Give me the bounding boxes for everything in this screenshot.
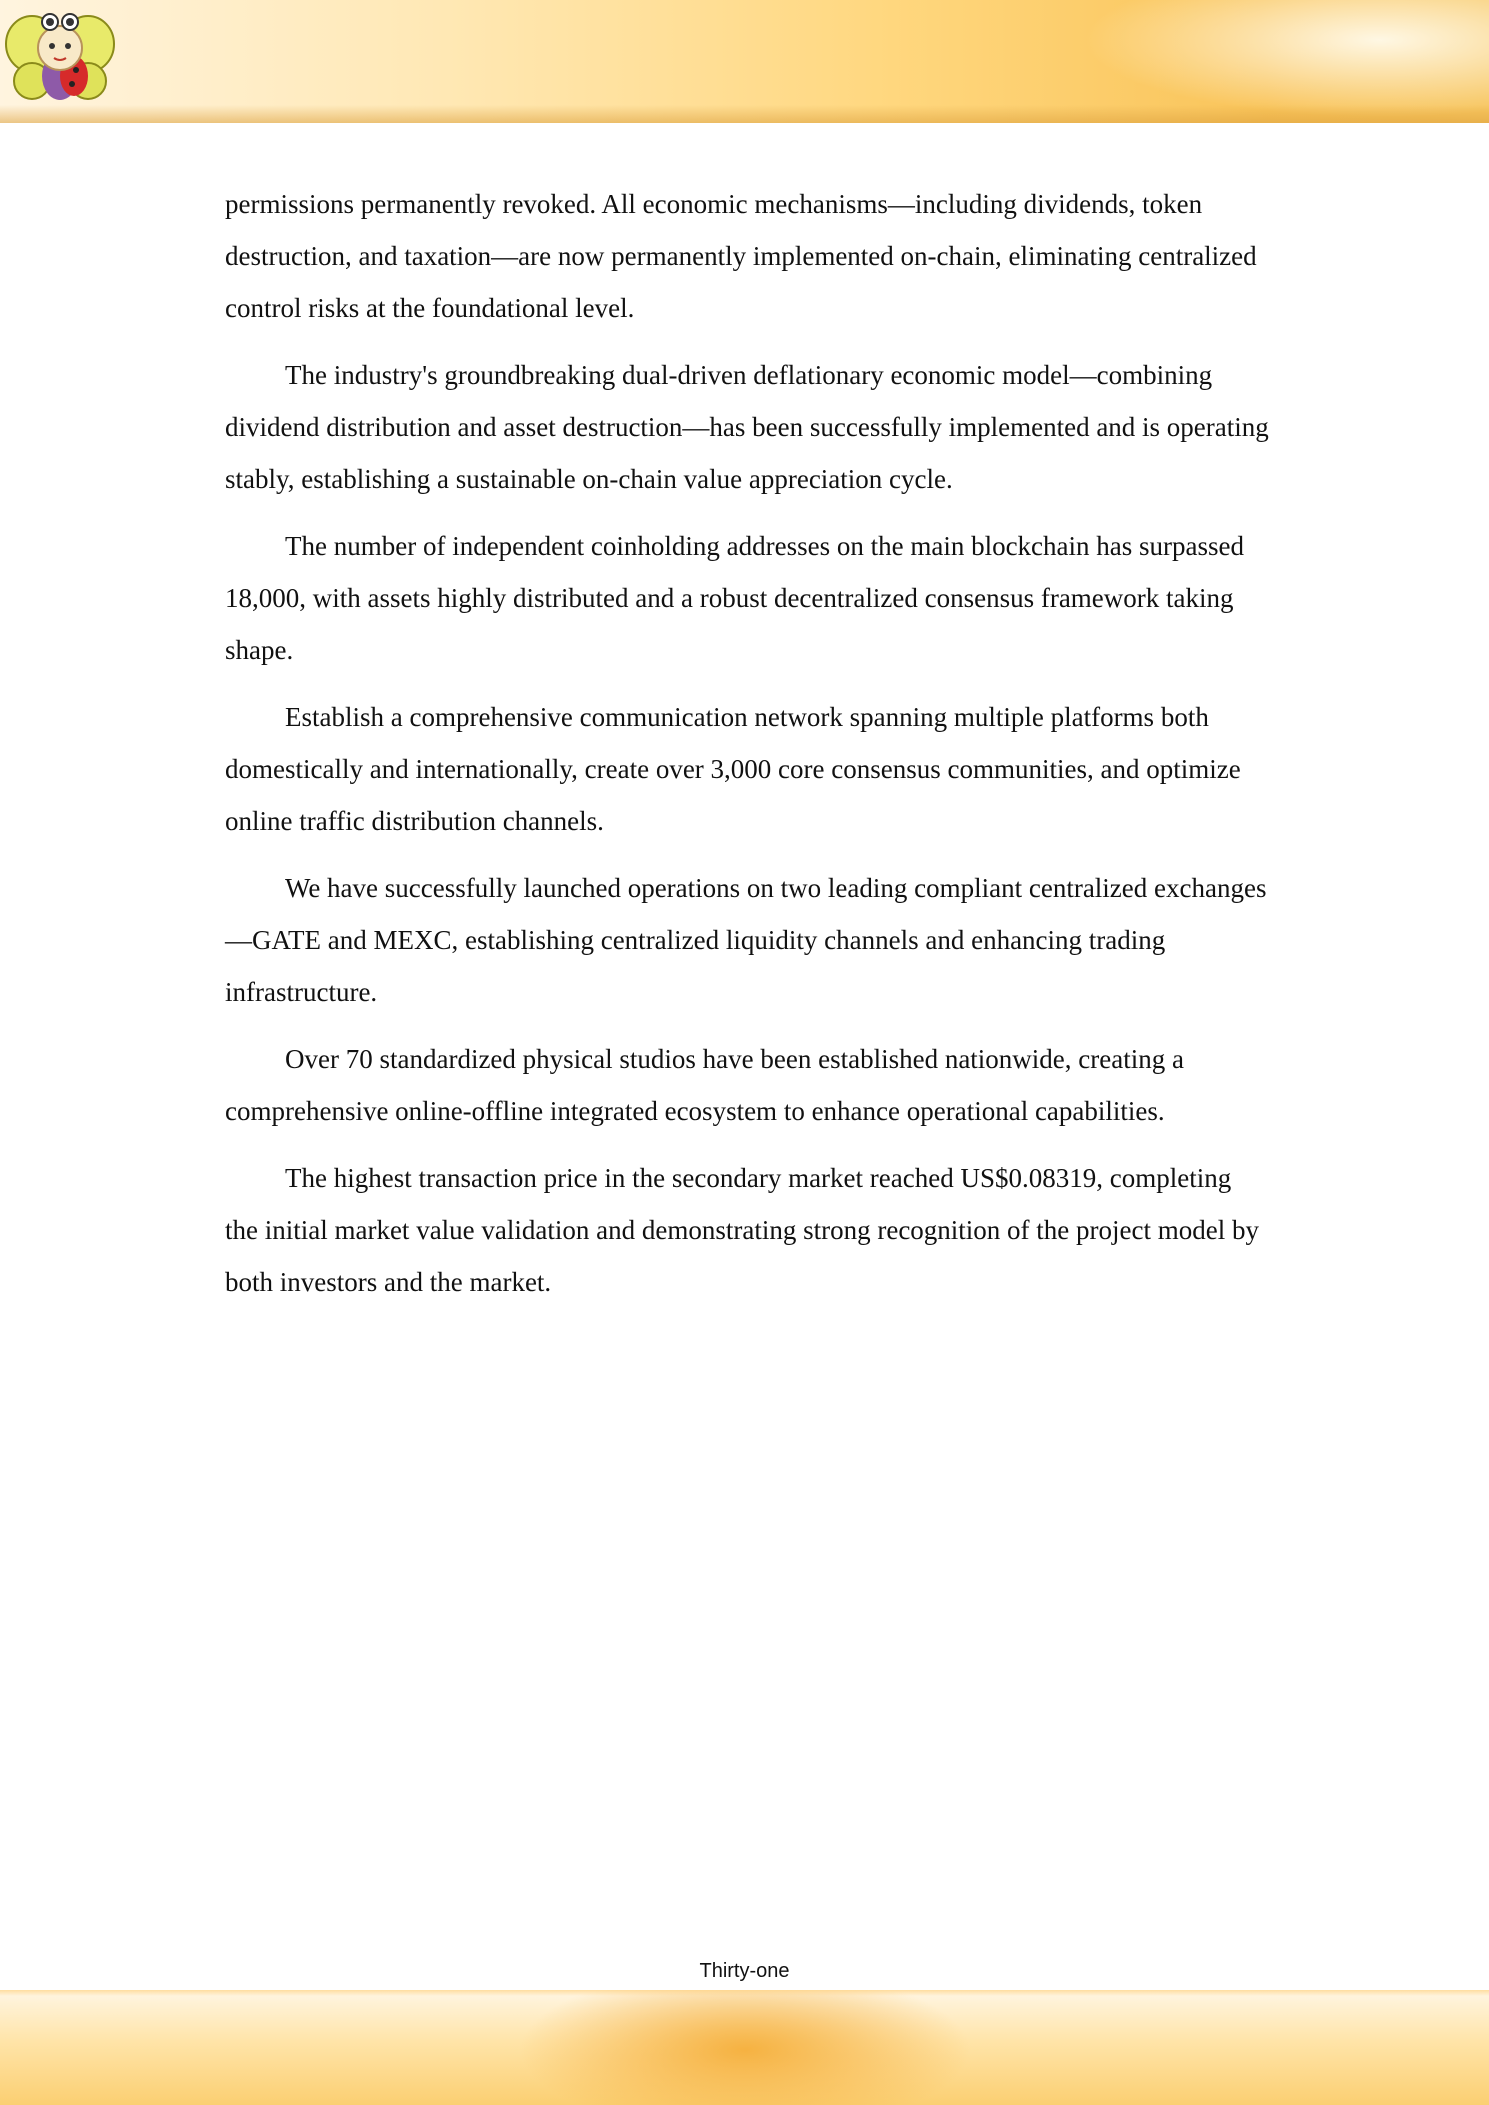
paragraph: The industry's groundbreaking dual-driven deflationary economic model—combining dividend distribution and asset destruction—has been successfully implemented and is operating stably, establishing a sustainable on-chain value appreciation cycle. <box>225 360 1269 494</box>
butterfly-ladybug-mascot-icon <box>2 6 118 108</box>
page-number: Thirty-one <box>699 1960 790 1982</box>
paragraph: permissions permanently revoked. All economic mechanisms—including dividends, token destruction, and taxation—are now permanently implemented on-chain, eliminating centralized control risks at the foundational level. <box>225 189 1257 323</box>
paragraph: The number of independent coinholding addresses on the main blockchain has surpassed 18,000, with assets highly distributed and a robust decentralized consensus framework taking shape. <box>225 531 1245 665</box>
paragraph: The highest transaction price in the secondary market reached US$0.08319, completing the initial market value validation and demonstrating strong recognition of the project model by both investors and the market. <box>225 1163 1259 1297</box>
document-body <box>225 178 1270 1323</box>
footer-banner <box>0 1990 1489 2105</box>
paragraph: Establish a comprehensive communication network spanning multiple platforms both domestically and internationally, create over 3,000 core consensus communities, and optimize online traffic distribution channels. <box>225 702 1241 836</box>
header-banner <box>0 0 1489 123</box>
paragraph: Over 70 standardized physical studios have been established nationwide, creating a comprehensive online-offline integrated ecosystem to enhance operational capabilities. <box>225 1044 1184 1126</box>
paragraph: We have successfully launched operations on two leading compliant centralized exchanges—GATE and MEXC, establishing centralized liquidity channels and enhancing trading infrastructure. <box>225 873 1267 1007</box>
